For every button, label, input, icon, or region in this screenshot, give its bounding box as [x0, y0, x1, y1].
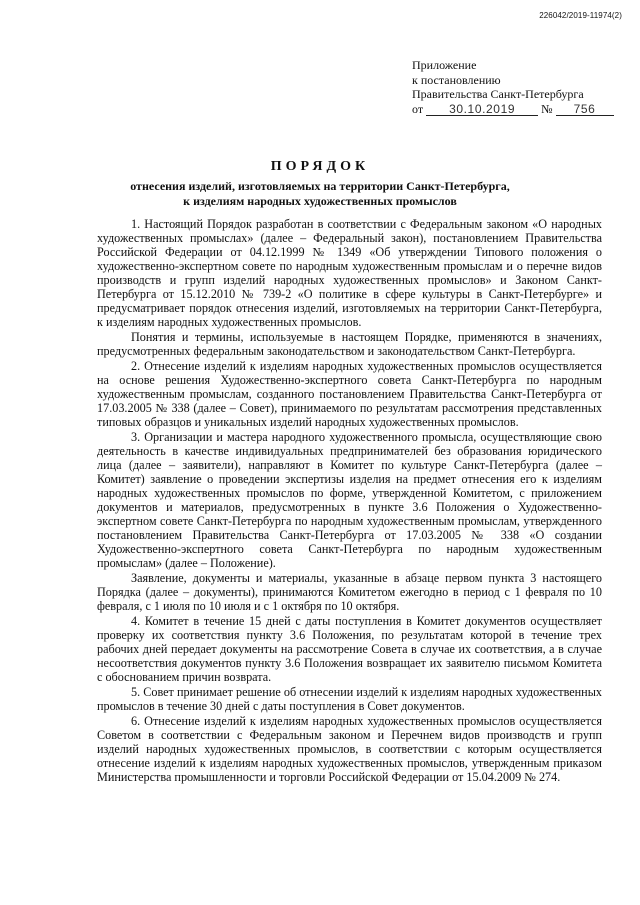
- document-body: [97, 217, 602, 785]
- paragraph-6: 6. Отнесение изделий к изделиям народных художественных промыслов осуществляется Советом в соответствии с Федеральным законом и Перечнем видов производств и групп изделий народных художественных промыслов, в соответствии с которым осуществляется отнесение изделий к изделиям народных художественных промыслов, утвержденным приказом Министерства промышленности и торговли Российской Федерации от 15.04.2009 № 274.: [97, 714, 602, 784]
- date-prefix: от: [412, 101, 424, 116]
- decree-number: 756: [556, 103, 614, 116]
- paragraph-1: 1. Настоящий Порядок разработан в соответствии с Федеральным законом «О народных художественных промыслах» (далее – Федеральный закон), постановлением Правительства Российской Федерации от 04.12.1999 № 1349 «Об утверждении Типового положения о художественно-экспертном совете по народным художественным промыслам и о перечне видов производств и групп изделий народных художественных промыслов» и Законом Санкт-Петербурга от 15.12.2010 № 739-2 «О политике в сфере культуры в Санкт-Петербурге» и предусматривает порядок отнесения изделий, изготовляемых на территории Санкт-Петербурга, к изделиям народных художественных промыслов.: [97, 217, 602, 329]
- appendix-block: [412, 58, 602, 116]
- title-subtitle-line-1: отнесения изделий, изготовляемых на территории Санкт-Петербурга,: [130, 179, 510, 193]
- paragraph-3: 3. Организации и мастера народного художественного промысла, осуществляющие свою деятельность в качестве индивидуальных предпринимателей без образования юридического лица (далее – заявители), направляют в Комитет по культуре Санкт-Петербурга (далее – Комитет) заявление о проведении экспертизы изделия на предмет отнесения его к изделиям народных художественных промыслов по форме, утвержденной Комитетом, с приложением документов и материалов, предусмотренных в пункте 3.6 Положения о Художественно-экспертном совете Санкт-Петербурга по народным художественным промыслам, утвержденного постановлением Правительства Санкт-Петербурга от 17.03.2005 № 338 «О создании Художественно-экспертного совета Санкт-Петербурга по народным художественным промыслам» (далее – Положение).: [97, 430, 602, 570]
- appendix-line-2: к постановлению: [412, 72, 501, 87]
- paragraph-1-terms: Понятия и термины, используемые в настоящем Порядке, применяются в значениях, предусмотренных федеральным законодательством и законодательством Санкт-Петербурга.: [97, 330, 602, 358]
- appendix-date-line: [412, 102, 602, 117]
- paragraph-4: 4. Комитет в течение 15 дней с даты поступления в Комитет документов осуществляет проверку их соответствия пункту 3.6 Положения, по результатам которой в течение трех рабочих дней передает документы на рассмотрение Совета в случае их соответствия, а в случае несоответствия документов пункту 3.6 Положения возвращает их заявителю письмом Комитета с обоснованием причин возврата.: [97, 614, 602, 684]
- title-heading: ПОРЯДОК: [270, 159, 370, 174]
- number-prefix: №: [541, 101, 553, 116]
- paragraph-3-application: Заявление, документы и материалы, указанные в абзаце первом пункта 3 настоящего Порядка (далее – документы), принимаются Комитетом ежегодно в период с 1 февраля по 10 февраля, с 1 июля по 10 июля и с 1 октября по 10 октября.: [97, 571, 602, 613]
- document-id: 226042/2019-11974(2): [539, 11, 622, 20]
- title-subtitle-line-2: к изделиям народных художественных промыслов: [183, 194, 457, 208]
- appendix-line-3: Правительства Санкт-Петербурга: [412, 87, 584, 102]
- decree-date: 30.10.2019: [426, 103, 538, 116]
- document-title: [100, 158, 540, 209]
- appendix-line-1: Приложение: [412, 58, 477, 72]
- paragraph-2: 2. Отнесение изделий к изделиям народных художественных промыслов осуществляется на основе решения Художественно-экспертного совета Санкт-Петербурга по народным художественным промыслам, созданного постановлением Правительства Санкт-Петербурга от 17.03.2005 № 338 (далее – Совет), принимаемого по результатам рассмотрения представленных типовых образцов и уникальных изделий народных художественных промыслов.: [97, 359, 602, 429]
- paragraph-5: 5. Совет принимает решение об отнесении изделий к изделиям народных художественных промыслов в течение 30 дней с даты поступления в Совет документов.: [97, 685, 602, 713]
